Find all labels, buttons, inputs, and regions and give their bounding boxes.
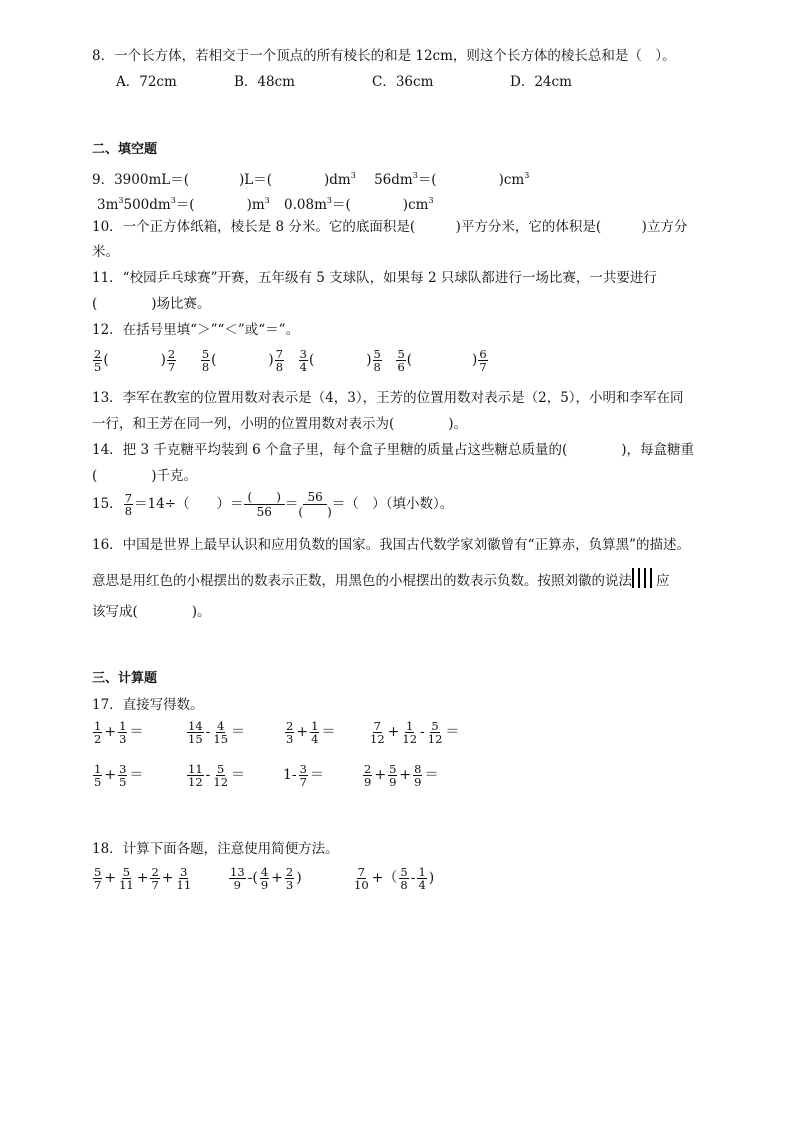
q9-part: )cm: [402, 197, 429, 213]
q9-part: 9．3900mL＝(: [92, 172, 189, 188]
q9-part: 0.08m: [284, 197, 327, 213]
question-18: 18．计算下面各题，注意使用简便方法。: [92, 841, 339, 857]
q9-exponent: 3: [264, 196, 270, 205]
fraction: $\frac{5}{8}$: [373, 347, 381, 374]
question-15: [92, 490, 453, 519]
question-17: 17．直接写得数。: [92, 697, 204, 713]
q17-expression: 1- $\frac{3}{7}$ ＝: [283, 762, 324, 789]
q18-expression: $\frac{7}{10}$ +（ $\frac{5}{8}$ - $\frac{1}{4}$ ): [354, 865, 435, 892]
question-16-line-1: 16．中国是世界上最早认识和应用负数的国家。我国古代数学家刘徽曾有“正算赤，负算黑”的描述。: [92, 537, 690, 553]
question-10-line-1: 10．一个正方体纸箱，棱长是 8 分米。它的底面积是( )平方分米，它的体积是( )立方分: [92, 219, 688, 235]
q9-part: )L＝(: [238, 172, 272, 188]
fraction-blank-numerator: ( ) 56: [244, 490, 285, 519]
fraction: $\frac{5}{6}$: [397, 347, 405, 374]
q12-comparisons: $\frac{2}{5}$ ( ) $\frac{2}{7}$ $\frac{5}{8}$ ( ) $\frac{7}{8}$ $\frac{3}{4}$ ( ) $\frac{5}{8}$ $\frac{5}{6}$ ( ) $\frac{6}{7}$: [94, 347, 487, 374]
q9-exponent: 3: [428, 196, 434, 205]
q17-expression: $\frac{1}{2}$ + $\frac{1}{3}$ ＝: [94, 719, 144, 746]
q15-text: ＝（ ）（填小数）。: [331, 496, 454, 512]
q17-expression: $\frac{14}{15}$ - $\frac{4}{15}$ ＝: [188, 719, 246, 746]
fraction: $\frac{2}{5}$: [94, 347, 102, 374]
option-d: D．24cm: [510, 74, 572, 90]
q9-part: ＝(: [417, 172, 437, 188]
question-8: 8．一个长方体，若相交于一个顶点的所有棱长的和是 12cm，则这个长方体的棱长总和是（ ）。: [92, 48, 676, 64]
q9-part: )cm: [498, 172, 525, 188]
q18-expression: $\frac{5}{7}$ + $\frac{5}{11}$ + $\frac{2}{7}$ + $\frac{3}{11}$: [94, 865, 192, 892]
q17-expression: $\frac{2}{9}$ + $\frac{5}{9}$ + $\frac{8}{9}$ ＝: [364, 762, 439, 789]
q9-exponent: 3: [412, 171, 418, 180]
question-12: 12．在括号里填“＞”“＜”或“＝”。: [92, 322, 300, 338]
q9-part: 500dm: [123, 197, 171, 213]
fraction-blank-denominator: 56 ( ): [298, 490, 332, 519]
fraction: $\frac{7}{8}$: [124, 491, 133, 518]
q16-text: 应: [656, 573, 670, 589]
fraction: $\frac{5}{8}$: [201, 347, 210, 374]
question-9-line-1: [92, 167, 529, 189]
section-3-title: 三、计算题: [92, 671, 158, 686]
q18-expression: $\frac{13}{9}$ -( $\frac{4}{9}$ + $\frac{2}{3}$ ): [230, 865, 302, 892]
option-b: B．48cm: [234, 74, 295, 90]
question-11-line-2: ( )场比赛。: [92, 296, 211, 312]
question-10-line-2: 米。: [92, 244, 119, 260]
option-a: A．72cm: [116, 74, 177, 90]
fraction: $\frac{2}{7}$: [167, 347, 176, 374]
q9-exponent: 3: [350, 171, 356, 180]
q9-exponent: 3: [118, 196, 124, 205]
q9-part: )dm: [323, 172, 351, 188]
fraction: $\frac{3}{4}$: [299, 347, 307, 374]
q17-expression: $\frac{7}{12}$ + $\frac{1}{12}$ - $\frac{5}{12}$ ＝: [370, 719, 460, 746]
q15-text: ＝14÷（ ）＝: [134, 496, 244, 512]
q9-part: ＝(: [332, 197, 351, 213]
q9-part: )m: [246, 197, 265, 213]
q16-text: 意思是用红色的小棍摆出的数表示正数，用黑色的小棍摆出的数表示负数。按照刘徽的说法: [92, 573, 632, 589]
q17-expression: $\frac{1}{5}$ + $\frac{3}{5}$ ＝: [94, 762, 144, 789]
question-14-line-2: ( )千克。: [92, 468, 198, 484]
option-c: C．36cm: [372, 74, 434, 90]
question-16-line-3: 该写成( )。: [92, 604, 211, 620]
q17-expression: $\frac{2}{3}$ + $\frac{1}{4}$ ＝: [286, 719, 336, 746]
section-2-title: 二、填空题: [92, 142, 158, 157]
q9-exponent: 3: [326, 196, 333, 205]
fraction: $\frac{7}{8}$: [275, 347, 284, 374]
question-14-line-1: 14．把 3 千克糖平均装到 6 个盒子里，每个盒子里糖的质量占这些糖总质量的( )，每盒糖重: [92, 442, 695, 458]
question-11-line-1: 11．“校园乒乓球赛”开赛，五年级有 5 支球队，如果每 2 只球队都进行一场比赛，一共要进行: [92, 270, 657, 286]
question-9-line-2: [97, 192, 434, 214]
q17-expression: $\frac{11}{12}$ - $\frac{5}{12}$ ＝: [188, 762, 246, 789]
q9-exponent: 3: [170, 196, 176, 205]
q15-label: 15．: [92, 496, 123, 512]
question-13-line-1: 13．李军在教室的位置用数对表示是（4，3），王芳的位置用数对表示是（2，5），小明和李军在同: [92, 390, 684, 406]
q15-text: ＝: [284, 496, 299, 512]
q9-part: 56dm: [374, 172, 413, 188]
question-13-line-2: 一行，和王芳在同一列，小明的位置用数对表示为( )。: [92, 416, 468, 432]
q9-part: ＝(: [175, 197, 195, 213]
q9-exponent: 3: [524, 171, 530, 180]
fraction: $\frac{6}{7}$: [479, 347, 487, 374]
question-16-line-2: [92, 568, 670, 593]
counting-rods-icon: [632, 568, 656, 593]
q9-part: 3m: [97, 197, 119, 213]
